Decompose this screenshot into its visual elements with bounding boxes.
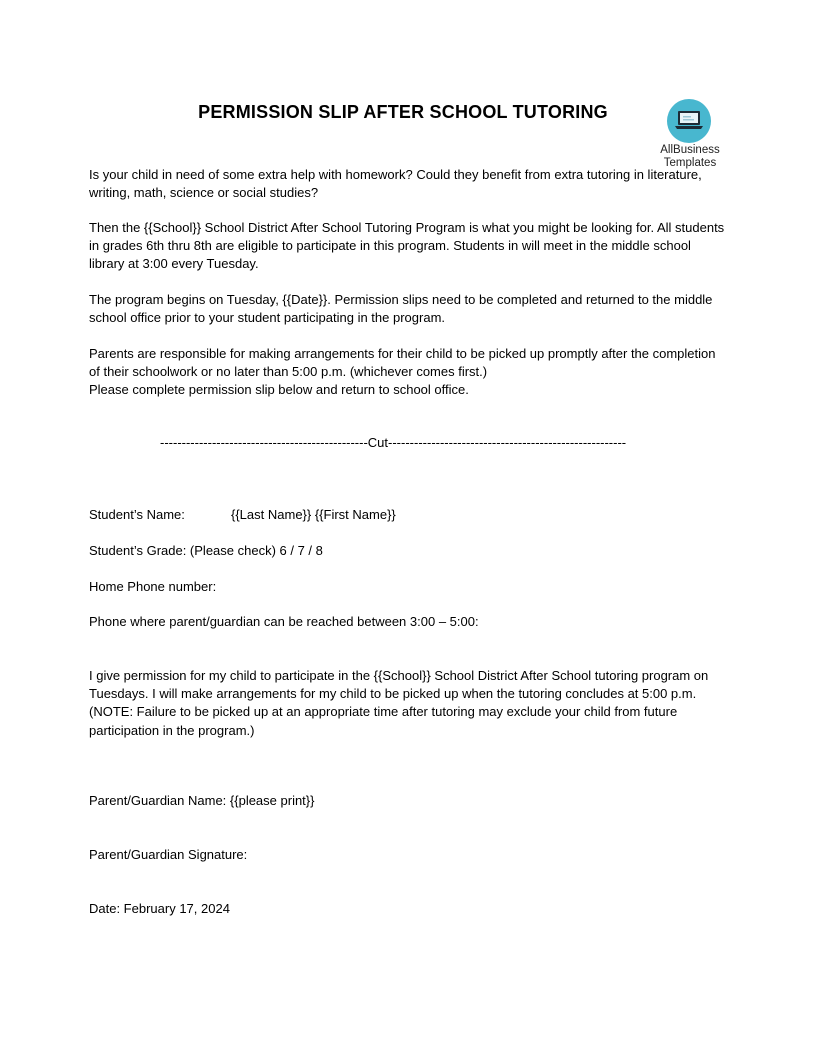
start-date-paragraph: The program begins on Tuesday, {{Date}}. Permission slips need to be completed and returned to the middle school office prior to your student participating in the program. [89, 292, 713, 326]
intro-paragraph: Is your child in need of some extra help with homework? Could they benefit from extra tutoring in literature, writing, math, science or social studies? [89, 167, 702, 201]
cut-line: ------------------------------------------------Cut------------------------------------------------------- [160, 435, 627, 450]
student-name-field [89, 506, 396, 524]
home-phone-field: Home Phone number: [89, 579, 217, 594]
student-grade-field: Student’s Grade: (Please check) 6 / 7 / 8 [89, 543, 323, 558]
parent-phone-field: Phone where parent/guardian can be reached between 3:00 – 5:00: [89, 614, 479, 629]
parent-signature-field: Parent/Guardian Signature: [89, 847, 248, 862]
date-field: Date: February 17, 2024 [89, 901, 230, 916]
pickup-paragraph: Parents are responsible for making arrangements for their child to be picked up promptly after the completion of their schoolwork or no later than 5:00 p.m. (whichever comes first.) [89, 346, 716, 380]
parent-name-field: Parent/Guardian Name: {{please print}} [89, 793, 315, 808]
logo-badge [667, 99, 711, 143]
allbusiness-logo [652, 99, 728, 173]
program-paragraph: Then the {{School}} School District After School Tutoring Program is what you might be looking for. All students in grades 6th thru 8th are eligible to participate in this program. Students in will meet in the middle school library at 3:00 every Tuesday. [89, 220, 725, 272]
student-name-value: {{Last Name}} {{First Name}} [231, 507, 396, 522]
permission-statement: I give permission for my child to participate in the {{School}} School District After School tutoring program on Tuesdays. I will make arrangements for my child to be picked up when the tutoring concludes at 5:00 p.m. (NOTE: Failure to be picked up at an appropriate time after tutoring may exclude your child from future participation in the program.) [89, 668, 709, 738]
student-name-label: Student’s Name: [89, 507, 185, 522]
logo-line-1: AllBusiness [660, 144, 720, 156]
return-instruction: Please complete permission slip below and return to school office. [89, 382, 469, 397]
logo-line-2: Templates [663, 157, 717, 169]
laptop-icon [675, 109, 703, 133]
document-title: PERMISSION SLIP AFTER SCHOOL TUTORING [198, 102, 608, 122]
